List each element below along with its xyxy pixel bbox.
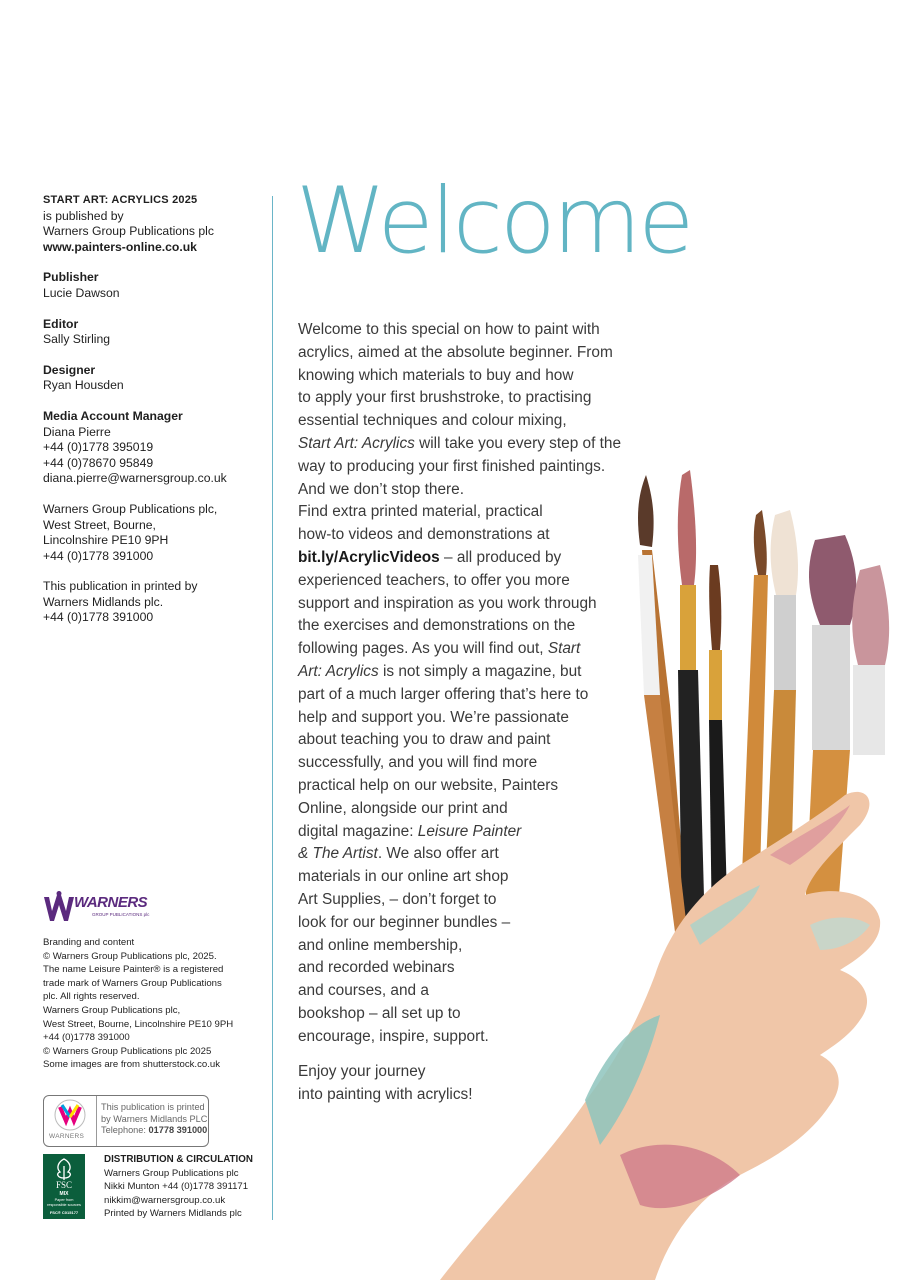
body-line: Welcome to this special on how to paint with bbox=[298, 321, 600, 338]
body-line: successfully, and you will find more bbox=[298, 754, 538, 772]
copyright-line: Warners Group Publications plc, bbox=[43, 1004, 181, 1016]
body-line: Art: Acrylics is not simply a magazine, but bbox=[298, 662, 582, 680]
staff-detail: +44 (0)78670 95849 bbox=[43, 455, 154, 470]
address-block bbox=[43, 502, 268, 564]
body-line: And we don’t stop there. bbox=[298, 480, 464, 498]
printer-badge-line: This publication is printed bbox=[101, 1102, 205, 1112]
fsc-mix: MIX bbox=[59, 1191, 69, 1197]
printer-tel-label: Telephone: bbox=[101, 1125, 149, 1135]
printer-tel: 01778 391000 bbox=[148, 1125, 208, 1135]
fsc-tree-icon bbox=[43, 1156, 85, 1182]
published-by: is published by bbox=[43, 208, 124, 223]
body-line: practical help on our website, Painters bbox=[298, 776, 559, 794]
italic-text: Leisure Painter bbox=[417, 822, 522, 840]
body-line: to apply your first brushstroke, to practising bbox=[298, 389, 592, 407]
body-line: the exercises and demonstrations on the bbox=[298, 617, 576, 635]
masthead bbox=[43, 193, 268, 641]
address-line: Warners Group Publications plc, bbox=[43, 501, 218, 516]
body-line: way to producing your first finished paintings. bbox=[298, 457, 606, 475]
printer-badge-line: by Warners Midlands PLC bbox=[101, 1113, 208, 1124]
copyright-block bbox=[43, 936, 273, 1072]
distribution-line: Nikki Munton +44 (0)1778 391171 bbox=[104, 1181, 249, 1192]
distribution-block bbox=[104, 1153, 253, 1221]
staff-role: Editor bbox=[43, 316, 79, 331]
printer-block bbox=[43, 579, 268, 626]
copyright-line: © Warners Group Publications plc 2025 bbox=[43, 1045, 212, 1057]
staff-role: Media Account Manager bbox=[43, 408, 183, 423]
body-line: bookshop – all set up to bbox=[298, 1004, 461, 1022]
copyright-line: +44 (0)1778 391000 bbox=[43, 1032, 130, 1044]
body-line: help and support you. We’re passionate bbox=[298, 708, 569, 726]
body-line: digital magazine: Leisure Painter bbox=[298, 822, 522, 840]
body-line: about teaching you to draw and paint bbox=[298, 731, 551, 749]
body-line: part of a much larger offering that’s here to bbox=[298, 685, 589, 703]
body-line: Start Art: Acrylics will take you every step of the bbox=[298, 434, 622, 452]
copyright-line: trade mark of Warners Group Publications bbox=[43, 977, 222, 989]
printer-line: +44 (0)1778 391000 bbox=[43, 610, 154, 625]
video-link[interactable]: bit.ly/AcrylicVideos bbox=[298, 548, 440, 566]
printer-badge-text bbox=[101, 1102, 207, 1137]
publication-title: START ART: ACRYLICS 2025 bbox=[43, 194, 198, 206]
distribution-line: Warners Group Publications plc bbox=[104, 1167, 239, 1179]
staff-list bbox=[43, 270, 268, 487]
warners-subtitle: GROUP PUBLICATIONS plc bbox=[92, 912, 150, 917]
address-line: +44 (0)1778 391000 bbox=[43, 548, 154, 563]
body-line: materials in our online art shop bbox=[298, 868, 509, 886]
body-line: & The Artist. We also offer art bbox=[298, 845, 499, 863]
website-link[interactable]: www.painters-online.co.uk bbox=[43, 239, 197, 254]
body-line: Online, alongside our print and bbox=[298, 799, 508, 817]
warners-mark-icon bbox=[44, 891, 74, 923]
staff-detail: +44 (0)1778 395019 bbox=[43, 440, 154, 455]
printer-logo-icon bbox=[52, 1099, 88, 1133]
distribution-line: Printed by Warners Midlands plc bbox=[104, 1208, 242, 1219]
copyright-line: Some images are from shutterstock.co.uk bbox=[43, 1059, 221, 1071]
staff-block bbox=[43, 270, 268, 301]
italic-text: & The Artist bbox=[298, 845, 378, 863]
copyright-line: The name Leisure Painter® is a registered bbox=[43, 964, 224, 976]
welcome-body bbox=[298, 319, 621, 1049]
staff-block bbox=[43, 317, 268, 348]
body-line: Art Supplies, – don’t forget to bbox=[298, 890, 497, 908]
body-line: following pages. As you will find out, Start bbox=[298, 640, 581, 658]
distribution-line: nikkim@warnersgroup.co.uk bbox=[104, 1194, 226, 1206]
printer-badge bbox=[43, 1095, 209, 1147]
closing-line: into painting with acrylics! bbox=[298, 1085, 473, 1103]
body-line: essential techniques and colour mixing, bbox=[298, 412, 567, 430]
copyright-line: Branding and content bbox=[43, 937, 135, 948]
body-line: bit.ly/AcrylicVideos – all produced by bbox=[298, 548, 562, 566]
printer-line: This publication in printed by bbox=[43, 579, 198, 594]
welcome-closing bbox=[298, 1061, 473, 1107]
distribution-heading: DISTRIBUTION & CIRCULATION bbox=[104, 1154, 253, 1165]
staff-role: Designer bbox=[43, 362, 96, 377]
printer-logo-label: WARNERS bbox=[49, 1133, 85, 1140]
staff-block bbox=[43, 363, 268, 394]
warners-wordmark: WARNERS bbox=[74, 894, 148, 911]
body-line: support and inspiration as you work through bbox=[298, 594, 597, 612]
staff-detail: Sally Stirling bbox=[43, 332, 111, 347]
body-line: experienced teachers, to offer you more bbox=[298, 571, 570, 589]
staff-role: Publisher bbox=[43, 270, 99, 285]
printer-line: Warners Midlands plc. bbox=[43, 594, 164, 609]
body-line: Find extra printed material, practical bbox=[298, 503, 543, 521]
welcome-title: Welcome bbox=[296, 169, 692, 274]
body-line: look for our beginner bundles – bbox=[298, 913, 511, 931]
body-line: encourage, inspire, support. bbox=[298, 1027, 489, 1045]
italic-text: Start Art: Acrylics bbox=[298, 434, 415, 452]
copyright-line: plc. All rights reserved. bbox=[43, 991, 140, 1003]
staff-detail: Ryan Housden bbox=[43, 378, 124, 393]
masthead-publication bbox=[43, 193, 268, 255]
staff-detail: Lucie Dawson bbox=[43, 285, 120, 300]
closing-line: Enjoy your journey bbox=[298, 1063, 426, 1080]
staff-detail: Diana Pierre bbox=[43, 424, 111, 439]
body-line: and online membership, bbox=[298, 936, 463, 954]
fsc-small: Paper from bbox=[54, 1198, 74, 1202]
italic-text: Art: Acrylics bbox=[298, 662, 379, 680]
warners-logo bbox=[44, 891, 154, 925]
body-line: knowing which materials to buy and how bbox=[298, 366, 574, 384]
fsc-logo bbox=[43, 1154, 85, 1219]
address-line: Lincolnshire PE10 9PH bbox=[43, 533, 169, 548]
fsc-code: FSC® C015177 bbox=[49, 1210, 79, 1215]
italic-text: Start bbox=[547, 640, 581, 658]
body-line: how-to videos and demonstrations at bbox=[298, 526, 550, 544]
publisher-company: Warners Group Publications plc bbox=[43, 224, 214, 239]
address-line: West Street, Bourne, bbox=[43, 517, 156, 532]
fsc-small: responsible sources bbox=[47, 1203, 81, 1207]
body-line: and courses, and a bbox=[298, 982, 429, 1000]
copyright-line: West Street, Bourne, Lincolnshire PE10 9PH bbox=[43, 1018, 234, 1030]
body-line: and recorded webinars bbox=[298, 959, 455, 977]
copyright-line: © Warners Group Publications plc, 2025. bbox=[43, 950, 217, 962]
staff-detail: diana.pierre@warnersgroup.co.uk bbox=[43, 471, 227, 486]
badge-separator bbox=[96, 1096, 97, 1146]
fsc-label: FSC bbox=[55, 1180, 72, 1190]
body-line: acrylics, aimed at the absolute beginner. From bbox=[298, 343, 613, 361]
staff-block bbox=[43, 409, 268, 487]
